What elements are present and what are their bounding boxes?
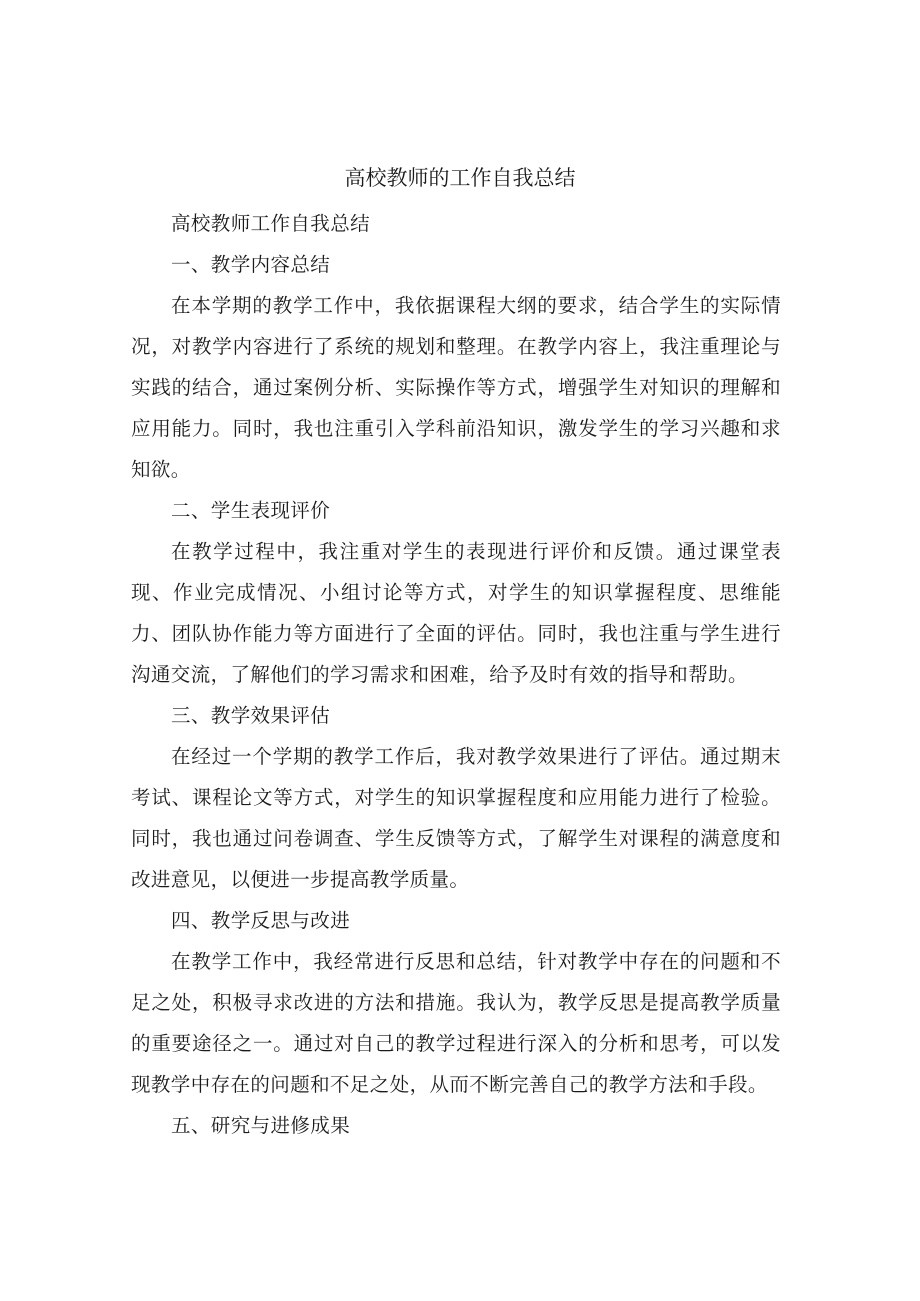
section-5-heading: 五、研究与进修成果 (171, 1114, 351, 1137)
section-2-heading: 二、学生表现评价 (171, 499, 331, 522)
section-4-paragraph: 在教学工作中，我经常进行反思和总结，针对教学中存在的问题和不足之处，积极寻求改进的方法和措施。我认为，教学反思是提高教学质量的重要途径之一。通过对自己的教学过程进行深入的分析和思考，可以发现教学中存在的问题和不足之处，从而不断完善自己的教学方法和手段。 (131, 950, 781, 1096)
section-2-paragraph: 在教学过程中，我注重对学生的表现进行评价和反馈。通过课堂表现、作业完成情况、小组讨论等方式，对学生的知识掌握程度、思维能力、团队协作能力等方面进行了全面的评估。同时，我也注重与学生进行沟通交流，了解他们的学习需求和困难，给予及时有效的指导和帮助。 (131, 540, 781, 686)
section-1-paragraph: 在本学期的教学工作中，我依据课程大纲的要求，结合学生的实际情况，对教学内容进行了系统的规划和整理。在教学内容上，我注重理论与实践的结合，通过案例分析、实际操作等方式，增强学生对知识的理解和应用能力。同时，我也注重引入学科前沿知识，激发学生的学习兴趣和求知欲。 (131, 294, 781, 481)
section-4-heading: 四、教学反思与改进 (171, 909, 351, 932)
document-title: 高校教师的工作自我总结 (344, 166, 576, 190)
document-body (131, 203, 781, 1146)
section-3-heading: 三、教学效果评估 (171, 704, 331, 727)
section-3-paragraph: 在经过一个学期的教学工作后，我对教学效果进行了评估。通过期末考试、课程论文等方式，对学生的知识掌握程度和应用能力进行了检验。同时，我也通过问卷调查、学生反馈等方式，了解学生对课程的满意度和改进意见，以便进一步提高教学质量。 (131, 745, 781, 891)
section-1-heading: 一、教学内容总结 (171, 253, 331, 276)
document-subtitle: 高校教师工作自我总结 (171, 212, 371, 235)
